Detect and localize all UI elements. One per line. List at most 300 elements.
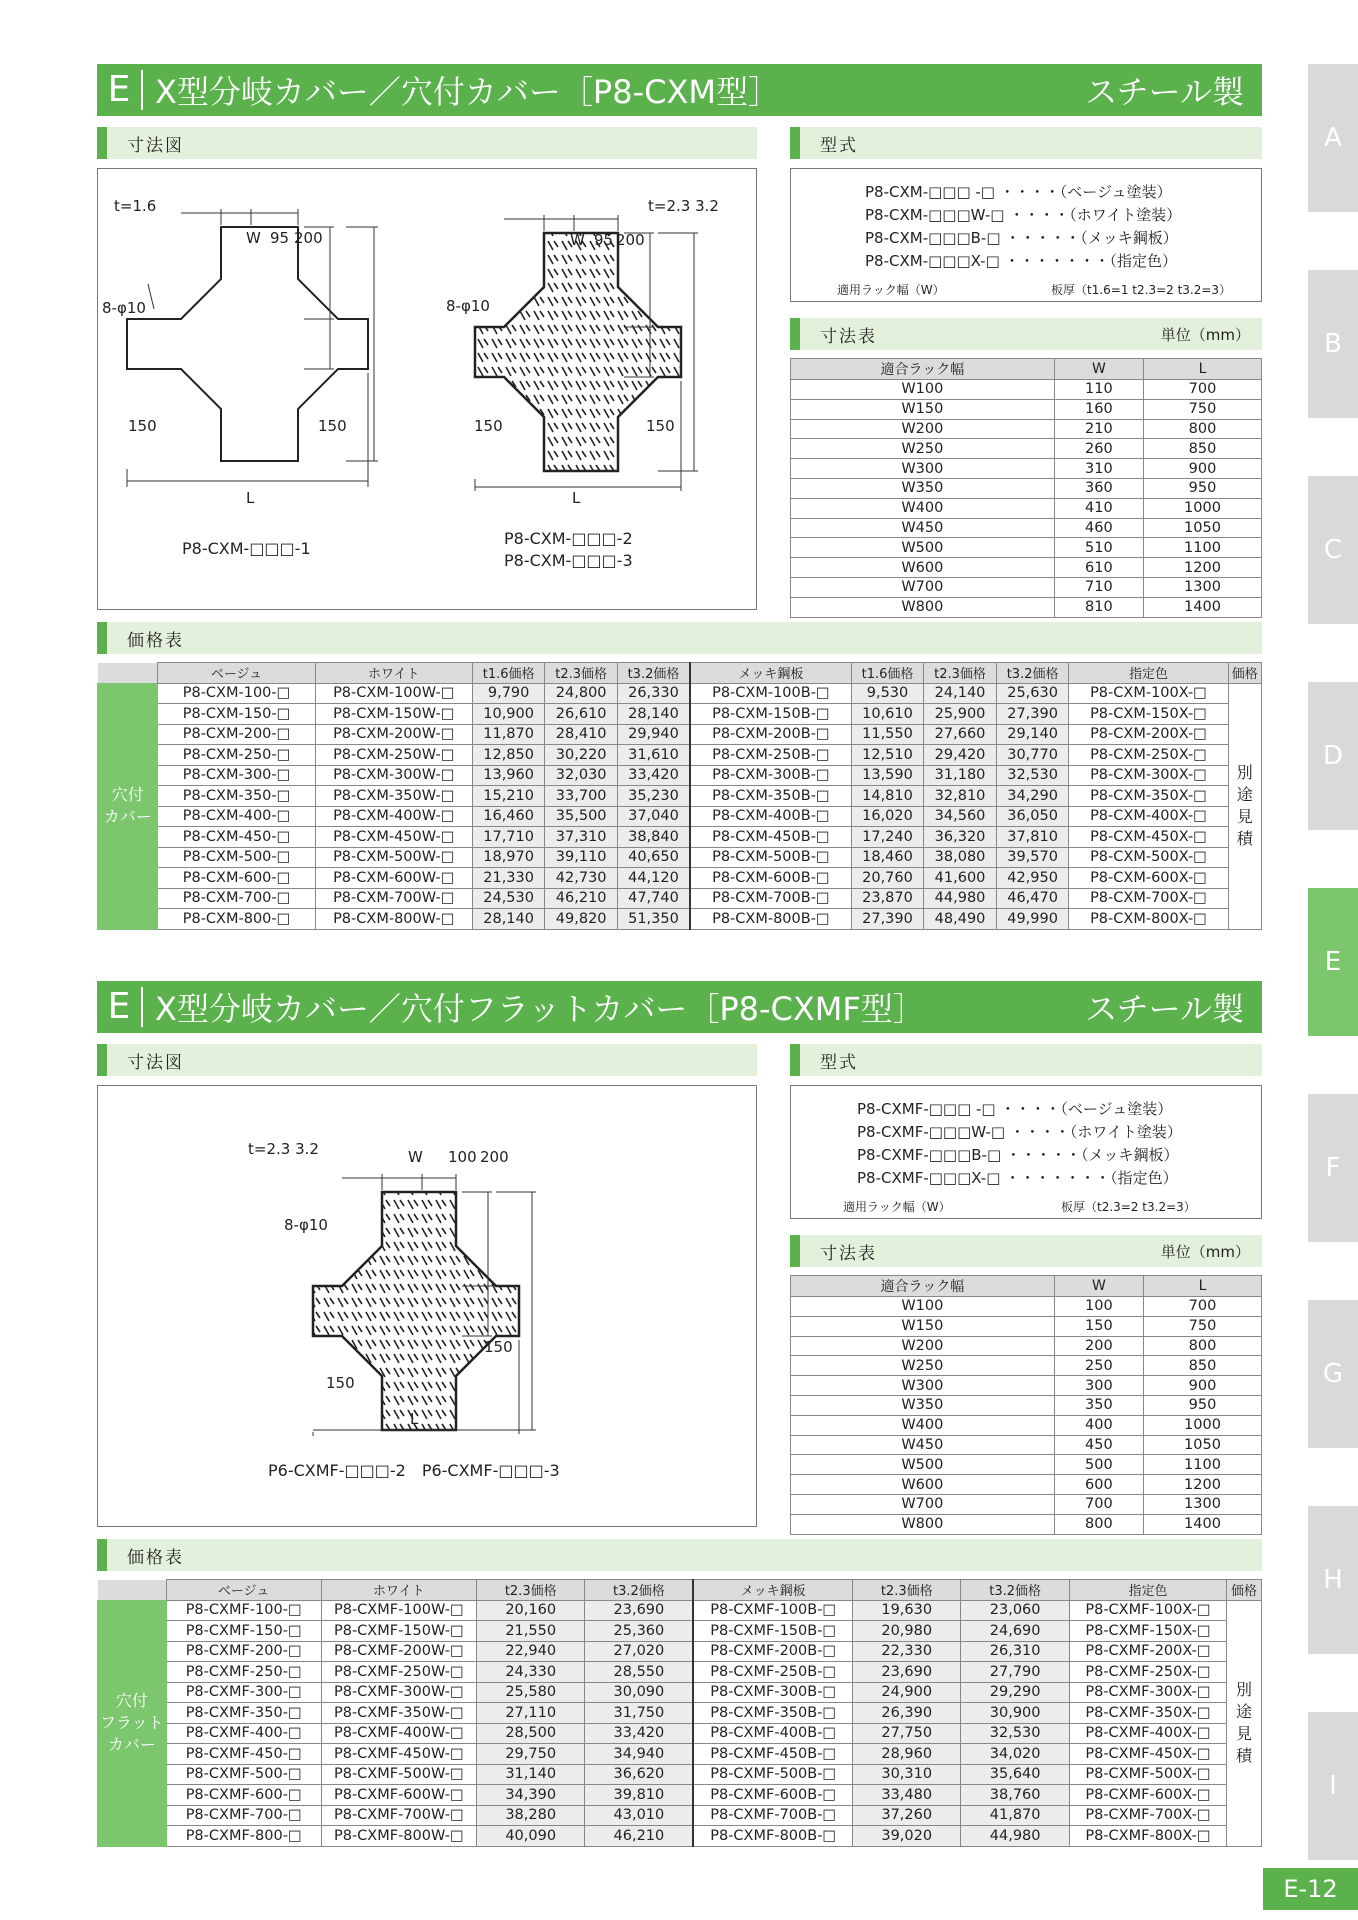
- price-cell: P8-CXM-200B-□: [690, 724, 851, 745]
- price-cell: P8-CXMF-300X-□: [1069, 1682, 1226, 1703]
- price-cell: 38,280: [477, 1805, 585, 1826]
- price-cell: P8-CXM-200X-□: [1069, 724, 1228, 745]
- dim-95-left: 95: [270, 229, 290, 247]
- price-cell: P8-CXMF-200W-□: [321, 1641, 476, 1662]
- dim-cell: W100: [791, 1297, 1055, 1317]
- dim-header-cell: 適合ラック幅: [791, 1276, 1055, 1297]
- price-cell: P8-CXMF-200X-□: [1069, 1641, 1226, 1662]
- dim-row: [791, 1435, 1262, 1455]
- dim-row: [791, 518, 1262, 538]
- price-row: [98, 1744, 1262, 1765]
- side-tab-a[interactable]: A: [1308, 64, 1358, 212]
- dim-header-row: [791, 359, 1262, 380]
- price-cell: P8-CXM-100W-□: [315, 683, 472, 704]
- price-header-cell: メッキ鋼板: [693, 1580, 852, 1601]
- price-cell: 28,500: [477, 1723, 585, 1744]
- price-cell: 34,560: [924, 806, 997, 827]
- price-row: [98, 1641, 1262, 1662]
- estimate-char: 別: [1236, 763, 1253, 782]
- price-cell: 38,840: [617, 827, 690, 848]
- price-cell: 30,090: [585, 1682, 693, 1703]
- price-header-blank: [98, 1580, 167, 1601]
- dim-cell: 1000: [1144, 498, 1262, 518]
- row-label-line: フラット: [100, 1713, 164, 1732]
- price-table: [97, 1579, 1262, 1847]
- price-cell: 28,960: [853, 1744, 961, 1765]
- dim-cell: 700: [1144, 380, 1262, 400]
- price-cell: P8-CXM-500X-□: [1069, 847, 1228, 868]
- price-cell: 26,610: [545, 704, 618, 725]
- price-cell: P8-CXM-800B-□: [690, 909, 851, 930]
- price-cell: 31,140: [477, 1764, 585, 1785]
- dim-cell: 950: [1144, 1395, 1262, 1415]
- model-box: [790, 168, 1262, 302]
- price-cell: 36,620: [585, 1764, 693, 1785]
- caption-left: P8-CXM-□□□-1: [182, 539, 311, 558]
- section-title: X型分岐カバー／穴付カバー［P8-CXM型］: [155, 73, 781, 111]
- side-tab-f[interactable]: F: [1308, 1094, 1358, 1242]
- price-cell: 34,020: [961, 1744, 1069, 1765]
- price-cell: 22,940: [477, 1641, 585, 1662]
- dim-cell: 800: [1054, 1514, 1143, 1534]
- dim-row: [791, 380, 1262, 400]
- price-cell: 33,480: [853, 1785, 961, 1806]
- price-cell: 44,980: [961, 1826, 1069, 1847]
- price-cell: P8-CXMF-450W-□: [321, 1744, 476, 1765]
- dim-cell: 110: [1054, 380, 1143, 400]
- dim-cell: 100: [1054, 1297, 1143, 1317]
- diagram-heading: 寸法図: [97, 1044, 757, 1076]
- dim-cell: 350: [1054, 1395, 1143, 1415]
- price-cell: P8-CXM-600B-□: [690, 868, 851, 889]
- model-line: P8-CXM-□□□ -□ ・・・・（ベージュ塗装）: [865, 183, 1172, 201]
- dim-cell: 460: [1054, 518, 1143, 538]
- price-cell: 9,530: [851, 683, 924, 704]
- model-line: P8-CXMF-□□□B-□ ・・・・・（メッキ鋼板）: [857, 1146, 1179, 1164]
- side-tab-h[interactable]: H: [1308, 1506, 1358, 1654]
- price-row: [98, 1785, 1262, 1806]
- price-cell: 29,750: [477, 1744, 585, 1765]
- price-cell: P8-CXM-100X-□: [1069, 683, 1228, 704]
- price-cell: 14,810: [851, 786, 924, 807]
- side-tab-i[interactable]: I: [1308, 1712, 1358, 1860]
- price-header-cell: 価格: [1228, 663, 1261, 684]
- price-cell: P8-CXM-450B-□: [690, 827, 851, 848]
- thickness-label-left: t=1.6: [114, 197, 157, 215]
- price-header-cell: t2.3価格: [924, 663, 997, 684]
- price-cell: P8-CXM-500W-□: [315, 847, 472, 868]
- price-cell: P8-CXM-300W-□: [315, 765, 472, 786]
- price-cell: 11,870: [472, 724, 545, 745]
- price-cell: 40,650: [617, 847, 690, 868]
- price-cell: 12,510: [851, 745, 924, 766]
- price-cell: P8-CXM-250W-□: [315, 745, 472, 766]
- price-cell: 23,690: [853, 1662, 961, 1683]
- dim-cell: 710: [1054, 577, 1143, 597]
- price-cell: P8-CXM-600X-□: [1069, 868, 1228, 889]
- dim-150-left-a: 150: [128, 417, 157, 435]
- price-cell: P8-CXMF-800B-□: [693, 1826, 852, 1847]
- price-cell: P8-CXM-250B-□: [690, 745, 851, 766]
- dim-cell: W700: [791, 577, 1055, 597]
- price-header-cell: 指定色: [1069, 1580, 1226, 1601]
- price-header-cell: ホワイト: [321, 1580, 476, 1601]
- price-cell: 44,980: [924, 888, 997, 909]
- price-cell: 28,140: [472, 909, 545, 930]
- dim-150-left-b: 150: [318, 417, 347, 435]
- price-cell: P8-CXM-250-□: [158, 745, 315, 766]
- price-cell: P8-CXM-700X-□: [1069, 888, 1228, 909]
- dim-cell: 1200: [1144, 1475, 1262, 1495]
- price-heading: 価格表: [97, 622, 1262, 654]
- price-row: [98, 745, 1262, 766]
- price-cell: 18,460: [851, 847, 924, 868]
- dim-cell: 1050: [1144, 1435, 1262, 1455]
- price-cell: 33,420: [617, 765, 690, 786]
- price-cell: 28,140: [617, 704, 690, 725]
- dim-cell: 210: [1054, 419, 1143, 439]
- price-row: [98, 1682, 1262, 1703]
- price-estimate: [1228, 683, 1261, 929]
- model-box: [790, 1085, 1262, 1219]
- price-cell: 49,820: [545, 909, 618, 930]
- dim-cell: W800: [791, 1514, 1055, 1534]
- dim-l-left: L: [246, 489, 255, 507]
- section-material: スチール製: [1085, 990, 1244, 1028]
- price-cell: 13,590: [851, 765, 924, 786]
- dim-w-left: W: [246, 229, 261, 247]
- dim-row: [791, 1336, 1262, 1356]
- model-note-width: 適用ラック幅（W）: [843, 1200, 951, 1214]
- price-cell: P8-CXMF-350W-□: [321, 1703, 476, 1724]
- dim-200-left: 200: [294, 229, 323, 247]
- price-cell: P8-CXMF-300W-□: [321, 1682, 476, 1703]
- side-tab-c[interactable]: C: [1308, 476, 1358, 624]
- estimate-char: 途: [1236, 785, 1253, 804]
- dim-cell: 1050: [1144, 518, 1262, 538]
- price-cell: P8-CXMF-100W-□: [321, 1600, 476, 1621]
- dim-cell: 600: [1054, 1475, 1143, 1495]
- dim-cell: 1000: [1144, 1415, 1262, 1435]
- price-cell: 20,760: [851, 868, 924, 889]
- dim-cell: 500: [1054, 1455, 1143, 1475]
- price-cell: P8-CXMF-150B-□: [693, 1621, 852, 1642]
- price-cell: P8-CXMF-150X-□: [1069, 1621, 1226, 1642]
- price-cell: 29,290: [961, 1682, 1069, 1703]
- dim-cell: W200: [791, 1336, 1055, 1356]
- price-cell: 27,020: [585, 1641, 693, 1662]
- price-cell: 27,790: [961, 1662, 1069, 1683]
- dimension-diagram: [97, 168, 757, 610]
- dim-l: L: [410, 1410, 419, 1428]
- price-cell: 48,490: [924, 909, 997, 930]
- price-cell: 30,900: [961, 1703, 1069, 1724]
- price-cell: P8-CXMF-400X-□: [1069, 1723, 1226, 1744]
- price-cell: P8-CXMF-600W-□: [321, 1785, 476, 1806]
- dim-row: [791, 1395, 1262, 1415]
- price-cell: 24,800: [545, 683, 618, 704]
- dim-row: [791, 1415, 1262, 1435]
- price-cell: P8-CXMF-600-□: [166, 1785, 321, 1806]
- dim-cell: W400: [791, 498, 1055, 518]
- price-cell: 9,790: [472, 683, 545, 704]
- dim-row: [791, 1297, 1262, 1317]
- price-cell: P8-CXMF-250-□: [166, 1662, 321, 1683]
- price-cell: 46,210: [545, 888, 618, 909]
- side-tab-d[interactable]: D: [1308, 682, 1358, 830]
- dim-cell: 360: [1054, 478, 1143, 498]
- price-cell: P8-CXM-300B-□: [690, 765, 851, 786]
- price-cell: P8-CXMF-700W-□: [321, 1805, 476, 1826]
- dim-cell: W400: [791, 1415, 1055, 1435]
- thickness-label: t=2.3 3.2: [248, 1140, 319, 1158]
- price-cell: 30,770: [996, 745, 1069, 766]
- price-header-cell: ベージュ: [166, 1580, 321, 1601]
- price-cell: 36,320: [924, 827, 997, 848]
- thickness-label-right: t=2.3 3.2: [648, 197, 719, 215]
- section-letter: E: [97, 987, 143, 1027]
- dim-cell: W450: [791, 518, 1055, 538]
- price-cell: 32,530: [961, 1723, 1069, 1744]
- price-cell: P8-CXMF-100B-□: [693, 1600, 852, 1621]
- model-heading: 型式: [790, 127, 1262, 159]
- price-cell: 26,310: [961, 1641, 1069, 1662]
- price-header-cell: t1.6価格: [851, 663, 924, 684]
- price-cell: P8-CXMF-400W-□: [321, 1723, 476, 1744]
- price-row-label: [98, 683, 158, 929]
- price-header-cell: t3.2価格: [617, 663, 690, 684]
- dim-cell: W350: [791, 1395, 1055, 1415]
- dim-header-cell: L: [1144, 359, 1262, 380]
- price-cell: 16,020: [851, 806, 924, 827]
- price-cell: 49,990: [996, 909, 1069, 930]
- price-row: [98, 1764, 1262, 1785]
- price-cell: 34,390: [477, 1785, 585, 1806]
- dim-cell: 950: [1144, 478, 1262, 498]
- price-row: [98, 909, 1262, 930]
- price-cell: P8-CXM-500-□: [158, 847, 315, 868]
- price-cell: 39,020: [853, 1826, 961, 1847]
- price-cell: P8-CXM-450W-□: [315, 827, 472, 848]
- price-header-cell: メッキ鋼板: [690, 663, 851, 684]
- dim-l-right: L: [572, 489, 581, 507]
- dim-row: [791, 498, 1262, 518]
- price-cell: 24,530: [472, 888, 545, 909]
- price-cell: 32,030: [545, 765, 618, 786]
- price-cell: 33,700: [545, 786, 618, 807]
- dim-cell: W200: [791, 419, 1055, 439]
- dim-row: [791, 1376, 1262, 1396]
- caption-right-2: P8-CXM-□□□-3: [504, 551, 633, 570]
- dim-row: [791, 399, 1262, 419]
- price-cell: 18,970: [472, 847, 545, 868]
- dim-row: [791, 439, 1262, 459]
- estimate-char: 積: [1236, 829, 1253, 848]
- price-header-cell: t3.2価格: [961, 1580, 1069, 1601]
- price-cell: 22,330: [853, 1641, 961, 1662]
- price-cell: 23,690: [585, 1600, 693, 1621]
- price-cell: P8-CXMF-700X-□: [1069, 1805, 1226, 1826]
- price-cell: 38,760: [961, 1785, 1069, 1806]
- dim-cell: 850: [1144, 1356, 1262, 1376]
- price-row: [98, 847, 1262, 868]
- price-header-blank: [98, 663, 158, 684]
- dim-cell: 410: [1054, 498, 1143, 518]
- dim-w: W: [408, 1148, 423, 1166]
- dim-cell: 800: [1144, 1336, 1262, 1356]
- price-cell: 20,980: [853, 1621, 961, 1642]
- estimate-char: 積: [1236, 1746, 1253, 1765]
- price-row: [98, 704, 1262, 725]
- dim-cell: 610: [1054, 558, 1143, 578]
- price-row: [98, 1826, 1262, 1847]
- price-cell: P8-CXMF-250B-□: [693, 1662, 852, 1683]
- price-table: [97, 662, 1262, 930]
- price-cell: P8-CXMF-700-□: [166, 1805, 321, 1826]
- dim-cell: 160: [1054, 399, 1143, 419]
- price-cell: 40,090: [477, 1826, 585, 1847]
- price-cell: P8-CXM-400B-□: [690, 806, 851, 827]
- price-cell: 13,960: [472, 765, 545, 786]
- hole-label-right: 8-φ10: [446, 297, 490, 315]
- price-cell: 15,210: [472, 786, 545, 807]
- row-label-line: カバー: [103, 807, 152, 826]
- dim-w-right: W: [570, 231, 585, 249]
- price-cell: 31,750: [585, 1703, 693, 1724]
- dim-header-cell: L: [1144, 1276, 1262, 1297]
- price-cell: P8-CXMF-500B-□: [693, 1764, 852, 1785]
- price-cell: P8-CXM-150-□: [158, 704, 315, 725]
- dim-95-right: 95: [594, 231, 614, 249]
- price-cell: 38,080: [924, 847, 997, 868]
- price-cell: P8-CXMF-600B-□: [693, 1785, 852, 1806]
- dim-cell: W700: [791, 1494, 1055, 1514]
- side-tab-g[interactable]: G: [1308, 1300, 1358, 1448]
- price-cell: P8-CXMF-200B-□: [693, 1641, 852, 1662]
- dim-table-heading: 寸法表 単位（mm）: [790, 1235, 1262, 1267]
- dim-row: [791, 538, 1262, 558]
- side-tab-b[interactable]: B: [1308, 270, 1358, 418]
- dim-cell: 810: [1054, 597, 1143, 617]
- price-cell: 34,290: [996, 786, 1069, 807]
- price-row: [98, 1662, 1262, 1683]
- dim-cell: W500: [791, 1455, 1055, 1475]
- dim-cell: 200: [1054, 1336, 1143, 1356]
- dim-table: [790, 1275, 1262, 1535]
- price-row: [98, 724, 1262, 745]
- price-cell: P8-CXMF-800W-□: [321, 1826, 476, 1847]
- section-material: スチール製: [1085, 73, 1244, 111]
- dim-100: 100: [448, 1148, 477, 1166]
- price-cell: 43,010: [585, 1805, 693, 1826]
- price-estimate: [1227, 1600, 1262, 1846]
- section-title-bar: [97, 64, 1262, 116]
- price-cell: P8-CXM-800X-□: [1069, 909, 1228, 930]
- price-header-cell: 価格: [1227, 1580, 1262, 1601]
- dim-cell: W300: [791, 459, 1055, 479]
- price-cell: P8-CXM-400X-□: [1069, 806, 1228, 827]
- price-row: [98, 765, 1262, 786]
- price-cell: 23,060: [961, 1600, 1069, 1621]
- dim-cell: 900: [1144, 1376, 1262, 1396]
- price-cell: P8-CXM-350B-□: [690, 786, 851, 807]
- price-cell: 31,180: [924, 765, 997, 786]
- dim-cell: W150: [791, 399, 1055, 419]
- price-cell: 21,550: [477, 1621, 585, 1642]
- price-cell: P8-CXM-700W-□: [315, 888, 472, 909]
- price-cell: P8-CXMF-350B-□: [693, 1703, 852, 1724]
- dim-cell: 700: [1054, 1494, 1143, 1514]
- price-cell: P8-CXM-150B-□: [690, 704, 851, 725]
- price-cell: P8-CXM-600-□: [158, 868, 315, 889]
- dim-row: [791, 419, 1262, 439]
- side-tab-e[interactable]: E: [1308, 888, 1358, 1036]
- price-cell: P8-CXM-450-□: [158, 827, 315, 848]
- price-cell: 24,330: [477, 1662, 585, 1683]
- price-cell: 27,390: [996, 704, 1069, 725]
- price-cell: P8-CXMF-500W-□: [321, 1764, 476, 1785]
- price-cell: 36,050: [996, 806, 1069, 827]
- dim-200-right: 200: [616, 231, 645, 249]
- price-cell: P8-CXMF-800X-□: [1069, 1826, 1226, 1847]
- price-cell: 27,750: [853, 1723, 961, 1744]
- diagram-heading: 寸法図: [97, 127, 757, 159]
- dim-header-row: [791, 1276, 1262, 1297]
- dim-row: [791, 577, 1262, 597]
- model-line: P8-CXMF-□□□ -□ ・・・・（ベージュ塗装）: [857, 1100, 1173, 1118]
- price-cell: P8-CXM-450X-□: [1069, 827, 1228, 848]
- model-line: P8-CXMF-□□□W-□ ・・・・（ホワイト塗装）: [857, 1123, 1182, 1141]
- dim-header-cell: 適合ラック幅: [791, 359, 1055, 380]
- price-cell: 35,230: [617, 786, 690, 807]
- dim-row: [791, 1356, 1262, 1376]
- price-cell: 27,110: [477, 1703, 585, 1724]
- dim-cell: 400: [1054, 1415, 1143, 1435]
- price-header-cell: t3.2価格: [585, 1580, 693, 1601]
- dim-cell: W600: [791, 558, 1055, 578]
- price-cell: P8-CXMF-300-□: [166, 1682, 321, 1703]
- model-note-width: 適用ラック幅（W）: [837, 283, 945, 297]
- estimate-char: 別: [1236, 1680, 1253, 1699]
- price-row: [98, 786, 1262, 807]
- price-cell: P8-CXM-600W-□: [315, 868, 472, 889]
- price-cell: 21,330: [472, 868, 545, 889]
- price-cell: P8-CXM-200W-□: [315, 724, 472, 745]
- dim-cell: 260: [1054, 439, 1143, 459]
- dim-row: [791, 597, 1262, 617]
- price-header-cell: t2.3価格: [477, 1580, 585, 1601]
- price-cell: 42,730: [545, 868, 618, 889]
- price-cell: 17,240: [851, 827, 924, 848]
- price-cell: P8-CXM-200-□: [158, 724, 315, 745]
- dim-row: [791, 459, 1262, 479]
- price-cell: 24,690: [961, 1621, 1069, 1642]
- price-cell: 44,120: [617, 868, 690, 889]
- price-row: [98, 806, 1262, 827]
- dim-cell: 1200: [1144, 558, 1262, 578]
- price-row: [98, 1600, 1262, 1621]
- price-cell: 37,260: [853, 1805, 961, 1826]
- hole-label: 8-φ10: [284, 1216, 328, 1234]
- price-cell: 25,630: [996, 683, 1069, 704]
- price-cell: P8-CXM-100-□: [158, 683, 315, 704]
- dim-cell: 1300: [1144, 577, 1262, 597]
- dim-cell: 510: [1054, 538, 1143, 558]
- price-cell: 29,140: [996, 724, 1069, 745]
- dim-cell: W250: [791, 1356, 1055, 1376]
- price-cell: P8-CXMF-700B-□: [693, 1805, 852, 1826]
- model-note-thickness: 板厚（t1.6=1 t2.3=2 t3.2=3）: [1051, 283, 1232, 297]
